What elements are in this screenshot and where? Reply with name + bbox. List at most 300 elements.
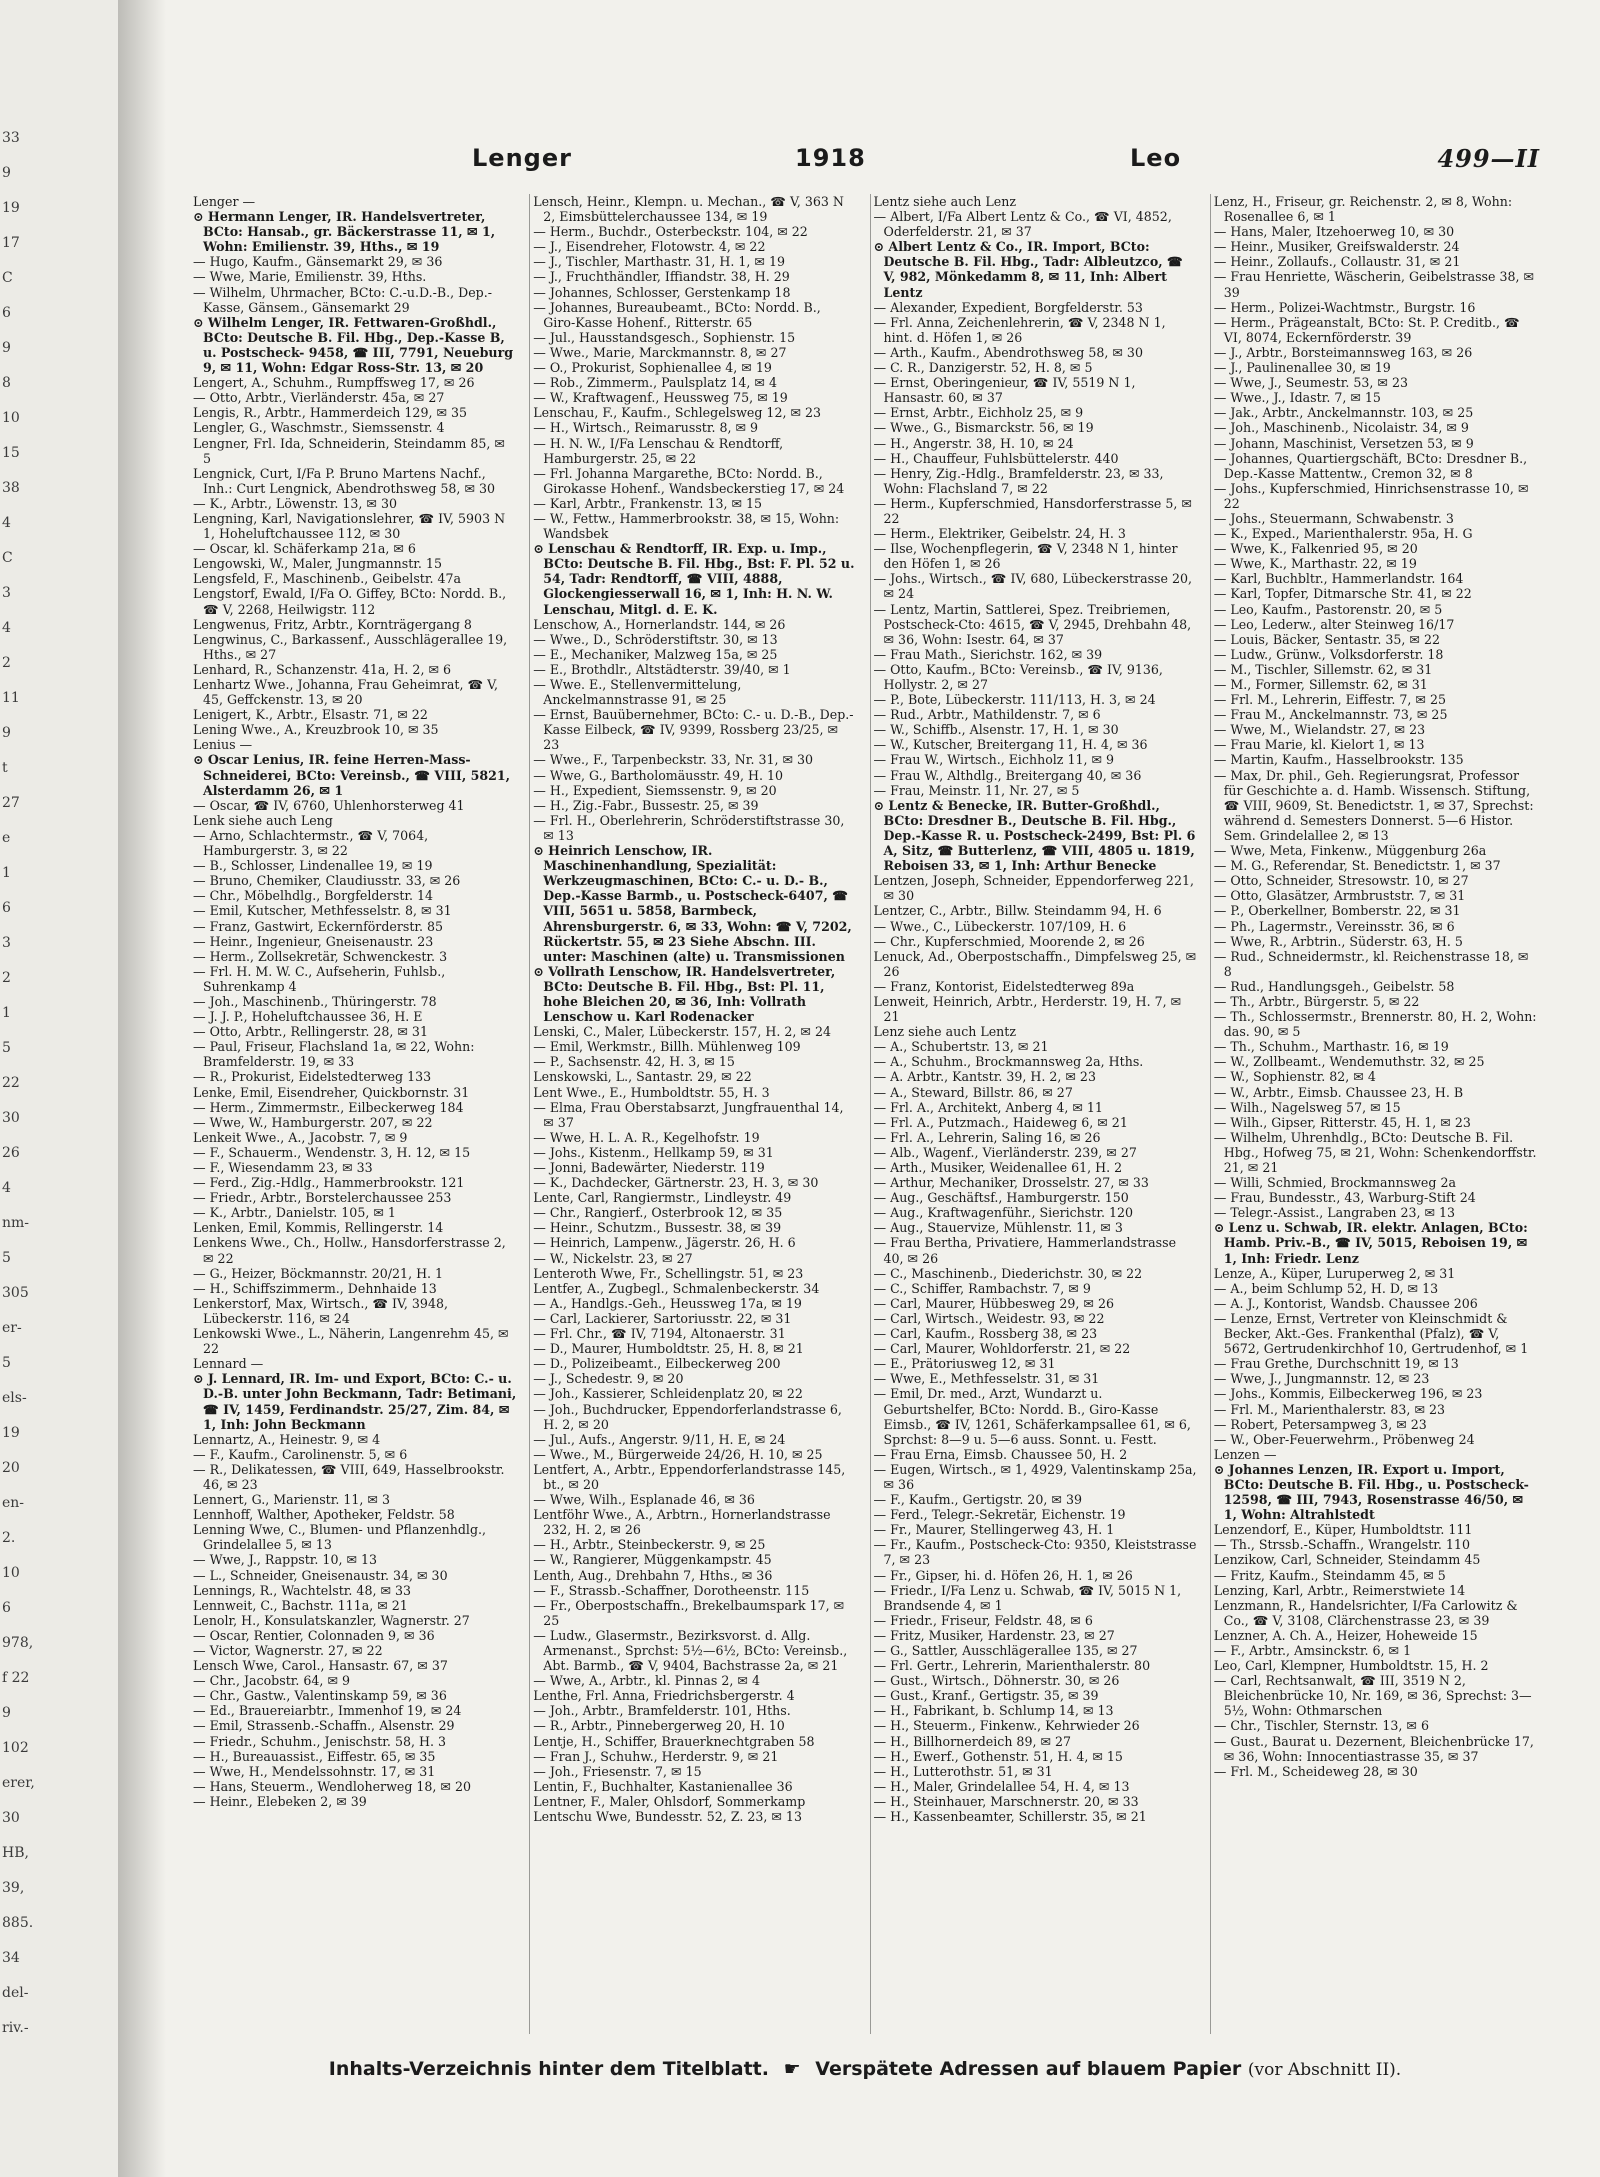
directory-entry: — Johs., Kupferschmied, Hinrichsenstrasse 10, ✉ 22 — [1213, 480, 1529, 511]
directory-entry: Lenteroth Wwe, Fr., Schellingstr. 51, ✉ 23 — [533, 1265, 804, 1281]
directory-entry: — Wwe., D., Schröderstiftstr. 30, ✉ 13 — [533, 631, 778, 647]
directory-entry: Lennings, R., Wachtelstr. 48, ✉ 33 — [193, 1582, 412, 1598]
directory-entry: — H., Steuerm., Finkenw., Kehrwieder 26 — [873, 1718, 1140, 1734]
directory-entry: — Johannes, Bureaubeamt., BCto: Nordd. B., Giro-Kasse Hohenf., Ritterstr. 65 — [533, 299, 821, 330]
directory-entry: Lengner, Frl. Ida, Schneiderin, Steindamm 85, ✉ 5 — [193, 435, 505, 466]
previous-page-fragment: 305 — [2, 1285, 29, 1301]
previous-page-fragment: 9 — [2, 725, 11, 741]
previous-page-fragment: 19 — [2, 1425, 20, 1441]
directory-entry: Lenius — — [193, 737, 253, 753]
directory-entry: — Fr., Gipser, hi. d. Höfen 26, H. 1, ✉ 26 — [873, 1567, 1133, 1583]
directory-entry: — Albert, I/Fa Albert Lentz & Co., ☎ VI, 4852, Oderfelderstr. 21, ✉ 37 — [873, 209, 1172, 240]
directory-entry: Lensch, Heinr., Klempn. u. Mechan., ☎ V, 363 N 2, Eimsbüttelerchaussee 134, ✉ 19 — [533, 194, 844, 225]
directory-entry: — Fr., Kaufm., Postscheck-Cto: 9350, Kleiststrasse 7, ✉ 23 — [873, 1537, 1197, 1568]
previous-page-fragment: 4 — [2, 620, 11, 636]
directory-entry: — G., Sattler, Ausschlägerallee 135, ✉ 27 — [873, 1643, 1138, 1658]
directory-entry: — Wilh., Gipser, Ritterstr. 45, H. 1, ✉ 23 — [1213, 1114, 1471, 1130]
directory-entry: — Willi, Schmied, Brockmannsweg 2a — [1213, 1175, 1456, 1191]
directory-entry: — Carl, Rechtsanwalt, ☎ III, 3519 N 2, Bleichenbrücke 10, Nr. 169, ✉ 36, Sprechst: 3—5½, Wohn: Othmarschen — [1213, 1673, 1532, 1719]
directory-entry: — Th., Schlossermstr., Brennerstr. 80, H. 2, Wohn: das. 90, ✉ 5 — [1213, 1009, 1537, 1040]
directory-entry: — Th., Strssb.-Schaffn., Wrangelstr. 110 — [1213, 1537, 1470, 1553]
directory-entry: Lentin, F., Buchhalter, Kastanienallee 36 — [533, 1778, 793, 1794]
directory-entry: — W., Arbtr., Eimsb. Chaussee 23, H. B — [1213, 1084, 1464, 1100]
directory-entry: — Frau Grethe, Durchschnitt 19, ✉ 13 — [1213, 1356, 1459, 1372]
directory-entry: — F., Strassb.-Schaffner, Dorotheenstr. 115 — [533, 1582, 810, 1598]
previous-page-fragment: er- — [2, 1320, 22, 1336]
directory-entry: Lente, Carl, Rangiermstr., Lindleystr. 49 — [533, 1190, 792, 1206]
directory-entry: — Hans, Maler, Itzehoerweg 10, ✉ 30 — [1213, 224, 1455, 240]
previous-page-fragment: 8 — [2, 375, 11, 391]
directory-entry: — Johs., Kommis, Eilbeckerweg 196, ✉ 23 — [1213, 1386, 1483, 1402]
directory-entry: — Franz, Gastwirt, Eckernförderstr. 85 — [193, 918, 444, 934]
directory-entry: — Johannes, Quartiergschäft, BCto: Dresdner B., Dep.-Kasse Mattentw., Cremon 32, ✉ 8 — [1213, 450, 1528, 481]
directory-entry: — Frau, Meinstr. 11, Nr. 27, ✉ 5 — [873, 782, 1080, 798]
directory-entry: — Wwe, Wilh., Esplanade 46, ✉ 36 — [533, 1492, 755, 1508]
previous-page-fragment: t — [2, 760, 8, 776]
directory-entry: — C., Maschinenb., Diederichstr. 30, ✉ 22 — [873, 1265, 1143, 1281]
directory-entry: — Chr., Kupferschmied, Moorende 2, ✉ 26 — [873, 933, 1145, 949]
previous-page-fragment: 22 — [2, 1075, 20, 1091]
previous-page-fragment: 30 — [2, 1810, 20, 1826]
directory-entry: — Th., Schuhm., Marthastr. 16, ✉ 19 — [1213, 1039, 1449, 1055]
directory-entry: — Frau W., Althdlg., Breitergang 40, ✉ 36 — [873, 767, 1142, 783]
directory-entry: Lennhoff, Walther, Apotheker, Feldstr. 58 — [193, 1507, 455, 1523]
directory-entry: — Leo, Lederw., alter Steinweg 16/17 — [1213, 616, 1455, 632]
directory-entry: Lenk siehe auch Leng — [193, 812, 333, 828]
directory-entry: — Paul, Friseur, Flachsland 1a, ✉ 22, Wohn: Bramfelderstr. 19, ✉ 33 — [193, 1039, 475, 1070]
directory-entry: Leo, Carl, Klempner, Humboldtstr. 15, H. 2 — [1213, 1658, 1489, 1674]
directory-entry: — Aug., Stauervize, Mühlenstr. 11, ✉ 3 — [873, 1220, 1123, 1236]
directory-entry: — Carl, Lackierer, Sartoriusstr. 22, ✉ 31 — [533, 1310, 792, 1326]
directory-entry: — Herm., Polizei-Wachtmstr., Burgstr. 16 — [1213, 299, 1476, 315]
directory-entry: ⊙ Hermann Lenger, IR. Handelsvertreter, BCto: Hansab., gr. Bäckerstrasse 11, ✉ 1, Wohn: Emilienstr. 39, Hths., ✉ 19 — [193, 209, 496, 255]
directory-entry: Lentzer, C., Arbtr., Billw. Steindamm 94, H. 6 — [873, 903, 1162, 919]
directory-entry: — Wwe, W., Hamburgerstr. 207, ✉ 22 — [193, 1114, 433, 1130]
directory-entry: Lentfer, A., Zugbegl., Schmalenbeckerstr. 34 — [533, 1280, 820, 1296]
directory-entry: — K., Arbtr., Danielstr. 105, ✉ 1 — [193, 1205, 396, 1221]
previous-page-fragment: 4 — [2, 515, 11, 531]
directory-entry: — A., Handlgs.-Geh., Heussweg 17a, ✉ 19 — [533, 1295, 802, 1311]
directory-entry: Lenkowski Wwe., L., Näherin, Langenrehm 45, ✉ 22 — [193, 1326, 509, 1357]
directory-entry: — Alexander, Expedient, Borgfelderstr. 53 — [873, 299, 1143, 315]
directory-entry: — Ferd., Telegr.-Sekretär, Eichenstr. 19 — [873, 1507, 1126, 1523]
directory-entry: — Chr., Jacobstr. 64, ✉ 9 — [193, 1673, 351, 1689]
directory-entry: — M., Tischler, Sillemstr. 62, ✉ 31 — [1213, 661, 1433, 677]
directory-entry: — Fritz, Kaufm., Steindamm 45, ✉ 5 — [1213, 1567, 1446, 1583]
directory-entry: Lengning, Karl, Navigationslehrer, ☎ IV, 5903 N 1, Hoheluftchaussee 112, ✉ 30 — [193, 510, 506, 542]
directory-entry: — E., Brothdlr., Altstädterstr. 39/40, ✉ 1 — [533, 661, 791, 677]
directory-entry: — Frau Math., Sierichstr. 162, ✉ 39 — [873, 646, 1103, 662]
directory-entry: ⊙ Oscar Lenius, IR. feine Herren-Mass-Schneiderei, BCto: Vereinsb., ☎ VIII, 5821, Alsterdamm 26, ✉ 1 — [193, 752, 511, 798]
directory-entry: — Fr., Maurer, Stellingerweg 43, H. 1 — [873, 1522, 1115, 1538]
page-number: 499—II — [1437, 144, 1540, 173]
previous-page-fragment: 6 — [2, 305, 11, 321]
previous-page-fragment: C — [2, 270, 13, 286]
directory-entry: — Karl, Topfer, Ditmarsche Str. 41, ✉ 22 — [1213, 586, 1472, 602]
directory-entry: — Max, Dr. phil., Geh. Regierungsrat, Professor für Geschichte a. d. Hamb. Wissensch. Stiftung, ☎ VIII, 9609, St. Benedictstr. 1, ✉ 37, Sprechst: während d. Semesters Donnerst. 5—6 Histor. Sem. Grindelallee 2, ✉ 13 — [1213, 767, 1534, 843]
previous-page-fragment: els- — [2, 1390, 27, 1406]
directory-entry: Lenkerstorf, Max, Wirtsch., ☎ IV, 3948, Lübeckerstr. 116, ✉ 24 — [193, 1295, 448, 1326]
directory-entry: — J., Schedestr. 9, ✉ 20 — [533, 1371, 684, 1387]
directory-entry: Lenken, Emil, Kommis, Rellingerstr. 14 — [193, 1220, 444, 1236]
directory-entry: — W., Zollbeamt., Wendemuthstr. 32, ✉ 25 — [1213, 1054, 1485, 1070]
directory-entry: — Jonni, Badewärter, Niederstr. 119 — [533, 1160, 765, 1175]
directory-entry: — P., Bote, Lübeckerstr. 111/113, H. 3, ✉ 24 — [873, 692, 1156, 708]
previous-page-fragment: 5 — [2, 1355, 11, 1371]
directory-entry: — Franz, Kontorist, Eidelstedterweg 89a — [873, 978, 1135, 994]
directory-entry: — Frl. M., Marienthalerstr. 83, ✉ 23 — [1213, 1401, 1446, 1417]
directory-entry: — Wwe., J., Idastr. 7, ✉ 15 — [1213, 390, 1381, 406]
directory-entry: Lenschow, A., Hornerlandstr. 144, ✉ 26 — [533, 616, 786, 632]
directory-entry: — Frl. H. M. W. C., Aufseherin, Fuhlsb., Suhrenkamp 4 — [193, 963, 446, 994]
directory-entry: Lenkens Wwe., Ch., Hollw., Hansdorferstrasse 2, ✉ 22 — [193, 1235, 506, 1266]
directory-entry: — P., Oberkellner, Bomberstr. 22, ✉ 31 — [1213, 903, 1461, 919]
previous-page-fragment: 1 — [2, 865, 11, 881]
directory-entry: — Otto, Arbtr., Vierländerstr. 45a, ✉ 27 — [193, 390, 445, 406]
directory-entry: — Bruno, Chemiker, Claudiusstr. 33, ✉ 26 — [193, 873, 461, 889]
directory-entry: — M. G., Referendar, St. Benedictstr. 1, ✉ 37 — [1213, 858, 1501, 874]
directory-entry: — C. R., Danzigerstr. 52, H. 8, ✉ 5 — [873, 360, 1093, 376]
previous-page-fragment: 10 — [2, 410, 20, 426]
directory-entry: — Otto, Glasätzer, Armbruststr. 7, ✉ 31 — [1213, 888, 1466, 904]
directory-entry: — A. J., Kontorist, Wandsb. Chaussee 206 — [1213, 1295, 1478, 1311]
previous-page-fragment: del- — [2, 1985, 29, 2001]
directory-entry: Lentschu Wwe, Bundesstr. 52, Z. 23, ✉ 13 — [533, 1809, 802, 1825]
footer-late-addresses-note: Verspätete Adressen auf blauem Papier — [815, 2058, 1242, 2080]
directory-entry: — Arth., Kaufm., Abendrothsweg 58, ✉ 30 — [873, 344, 1143, 360]
directory-entry: — H., Maler, Grindelallee 54, H. 4, ✉ 13 — [873, 1778, 1130, 1794]
directory-entry: Lentz siehe auch Lenz — [873, 194, 1016, 209]
directory-entry: Lengis, R., Arbtr., Hammerdeich 129, ✉ 35 — [193, 405, 468, 421]
directory-entry: — P., Sachsenstr. 42, H. 3, ✉ 15 — [533, 1054, 735, 1070]
directory-entry: — W., Fettw., Hammerbrookstr. 38, ✉ 15, Wohn: Wandsbek — [533, 510, 840, 542]
directory-entry: Lenhartz Wwe., Johanna, Frau Geheimrat, ☎ V, 45, Geffckenstr. 13, ✉ 20 — [193, 677, 499, 708]
directory-entry: — H., Expedient, Siemssenstr. 9, ✉ 20 — [533, 782, 777, 798]
directory-entry: Lengsfeld, F., Maschinenb., Geibelstr. 47a — [193, 571, 462, 587]
pointing-hand-icon: ☛ — [783, 2058, 801, 2080]
directory-entry: — W., Sophienstr. 82, ✉ 4 — [1213, 1069, 1376, 1085]
directory-entry: — D., Maurer, Humboldtstr. 25, H. 8, ✉ 21 — [533, 1341, 804, 1357]
directory-entry: — A. Arbtr., Kantstr. 39, H. 2, ✉ 23 — [873, 1069, 1096, 1085]
directory-entry: — F., Schauerm., Wendenstr. 3, H. 12, ✉ 15 — [193, 1144, 471, 1160]
directory-entry: — B., Schlosser, Lindenallee 19, ✉ 19 — [193, 858, 433, 874]
column-3 — [870, 194, 1200, 2034]
directory-entry: Lenzing, Karl, Arbtr., Reimerstwiete 14 — [1213, 1582, 1466, 1598]
directory-entry: — Ludw., Glasermstr., Bezirksvorst. d. Allg. Armenanst., Sprchst: 5½—6½, BCto: Vereinsb., Abt. Barmb., ☎ V, 9404, Bachstrasse 2a, ✉ 21 — [533, 1627, 848, 1674]
directory-entry: Lengnick, Curt, I/Fa P. Bruno Martens Nachf., Inh.: Curt Lengnick, Abendrothsweg 58, ✉ 30 — [193, 465, 496, 496]
directory-entry: — R., Delikatessen, ☎ VIII, 649, Hasselbrookstr. 46, ✉ 23 — [193, 1461, 505, 1492]
header-first-name: Lenger — [472, 144, 572, 172]
directory-entry: — Wwe, A., Arbtr., kl. Pinnas 2, ✉ 4 — [533, 1673, 760, 1689]
previous-page-fragment: 19 — [2, 200, 20, 216]
directory-entry: — Frau Henriette, Wäscherin, Geibelstrasse 38, ✉ 39 — [1213, 269, 1535, 300]
directory-entry: — Frl. Chr., ☎ IV, 7194, Altonaerstr. 31 — [533, 1326, 786, 1342]
previous-page-fragment: 11 — [2, 690, 20, 706]
directory-entry: — Wwe, Marie, Emilienstr. 39, Hths. — [193, 269, 427, 285]
directory-entry: — Louis, Bäcker, Sentastr. 35, ✉ 22 — [1213, 631, 1440, 647]
directory-entry: — W., Schiffb., Alsenstr. 17, H. 1, ✉ 30 — [873, 722, 1119, 738]
previous-page-fragment: 38 — [2, 480, 20, 496]
header-year: 1918 — [795, 144, 866, 172]
directory-entry: — Wwe, K., Falkenried 95, ✉ 20 — [1213, 541, 1418, 557]
directory-entry: Lenke, Emil, Eisendreher, Quickbornstr. 31 — [193, 1084, 470, 1100]
directory-entry: Lenz, H., Friseur, gr. Reichenstr. 2, ✉ 8, Wohn: Rosenallee 6, ✉ 1 — [1213, 194, 1513, 225]
directory-entry: — Arno, Schlachtermstr., ☎ V, 7064, Hamburgerstr. 3, ✉ 22 — [193, 827, 429, 859]
previous-page-fragment: 102 — [2, 1740, 29, 1756]
directory-entry: — Friedr., I/Fa Lenz u. Schwab, ☎ IV, 5015 N 1, Brandsende 4, ✉ 1 — [873, 1582, 1182, 1613]
directory-entry: — Carl, Wirtsch., Weidestr. 93, ✉ 22 — [873, 1310, 1105, 1326]
directory-entry: — Frl. A., Lehrerin, Saling 16, ✉ 26 — [873, 1129, 1101, 1145]
directory-entry: — H., Angerstr. 38, H. 10, ✉ 24 — [873, 435, 1074, 451]
directory-entry: — Ph., Lagermstr., Vereinsstr. 36, ✉ 6 — [1213, 918, 1455, 934]
directory-entry: ⊙ Lenschau & Rendtorff, IR. Exp. u. Imp., BCto: Deutsche B. Fil. Hbg., Bst: F. Pl. 52 u. 54, Tadr: Rendtorff, ☎ VIII, 4888, Glockengiesserwall 16, ✉ 1, Inh: H. N. W. Lenschau, Mitgl. d. E. K. — [533, 541, 855, 617]
directory-entry: Lengler, G., Waschmstr., Siemssenstr. 4 — [193, 420, 445, 436]
directory-entry: Lenuck, Ad., Oberpostschaffn., Dimpfelsweg 25, ✉ 26 — [873, 948, 1197, 979]
directory-entry: — Frau, Bundesstr., 43, Warburg-Stift 24 — [1213, 1190, 1476, 1206]
page-footer — [190, 2058, 1540, 2080]
directory-entry: — Leo, Kaufm., Pastorenstr. 20, ✉ 5 — [1213, 601, 1443, 617]
directory-entry: — Oscar, Rentier, Colonnaden 9, ✉ 36 — [193, 1627, 435, 1643]
directory-entry: — Wwe. E., Stellenvermittelung, Anckelmannstrasse 91, ✉ 25 — [533, 677, 742, 708]
directory-entry: — H., Chauffeur, Fuhlsbüttelerstr. 440 — [873, 450, 1119, 466]
directory-entry: — Wilhelm, Uhrenhdlg., BCto: Deutsche B. Fil. Hbg., Hofweg 75, ✉ 21, Wohn: Schenkendorffstr. 21, ✉ 21 — [1213, 1129, 1537, 1175]
directory-entry: Lenzendorf, E., Küper, Humboldtstr. 111 — [1213, 1522, 1473, 1538]
directory-entry: — D., Polizeibeamt., Eilbeckerweg 200 — [533, 1356, 781, 1372]
directory-entry: — Oscar, ☎ IV, 6760, Uhlenhorsterweg 41 — [193, 797, 465, 813]
previous-page-fragment: 39, — [2, 1880, 25, 1896]
directory-entry: Lentje, H., Schiffer, Brauerknechtgraben 58 — [533, 1733, 815, 1749]
directory-entry: — Ernst, Bauübernehmer, BCto: C.- u. D.-B., Dep.-Kasse Eilbeck, ☎ IV, 9399, Rossberg 23/25, ✉ 23 — [533, 707, 854, 753]
directory-entry: — Frl. H., Oberlehrerin, Schröderstiftstrasse 30, ✉ 13 — [533, 812, 845, 843]
directory-entry: — W., Ober-Feuerwehrm., Pröbenweg 24 — [1213, 1431, 1475, 1447]
directory-entry: — Carl, Kaufm., Rossberg 38, ✉ 23 — [873, 1326, 1098, 1342]
directory-entry: — Wwe, M., Wielandstr. 27, ✉ 23 — [1213, 722, 1426, 738]
previous-page-fragment: 9 — [2, 165, 11, 181]
directory-entry: ⊙ Lenz u. Schwab, IR. elektr. Anlagen, BCto: Hamb. Priv.-B., ☎ IV, 5015, Reboisen 19, ✉ 1, Inh: Friedr. Lenz — [1213, 1220, 1528, 1266]
previous-page-fragment: 15 — [2, 445, 20, 461]
previous-page-fragment: 978, — [2, 1635, 34, 1651]
directory-entry: — A., Schubertstr. 13, ✉ 21 — [873, 1039, 1049, 1055]
directory-entry: Lennard — — [193, 1356, 264, 1372]
directory-entry: — Emil, Werkmstr., Billh. Mühlenweg 109 — [533, 1039, 801, 1055]
previous-page-fragment: 6 — [2, 1600, 11, 1616]
directory-entry: — H., Lutterothstr. 51, ✉ 31 — [873, 1763, 1053, 1779]
directory-entry: — Alb., Wagenf., Vierländerstr. 239, ✉ 27 — [873, 1144, 1137, 1160]
previous-page-fragment: 20 — [2, 1460, 20, 1476]
directory-entry: — Frl. A., Architekt, Anberg 4, ✉ 11 — [873, 1099, 1103, 1115]
directory-entry: — Johann, Maschinist, Versetzen 53, ✉ 9 — [1213, 435, 1474, 451]
directory-entry: — Otto, Arbtr., Rellingerstr. 28, ✉ 31 — [193, 1024, 428, 1040]
directory-entry: — J., Fruchthändler, Iffiandstr. 38, H. 29 — [533, 269, 790, 285]
previous-page-fragment: 3 — [2, 585, 11, 601]
directory-entry: — F., Wiesendamm 23, ✉ 33 — [193, 1160, 373, 1175]
directory-entry: Lenzner, A. Ch. A., Heizer, Hoheweide 15 — [1213, 1627, 1478, 1643]
previous-page-fragment: 26 — [2, 1145, 20, 1161]
directory-entry: — Frl. Anna, Zeichenlehrerin, ☎ V, 2348 N 1, hint. d. Höfen 1, ✉ 26 — [873, 314, 1166, 345]
directory-entry: — Wwe, E., Methfesselstr. 31, ✉ 31 — [873, 1371, 1100, 1387]
directory-entry: — Arth., Musiker, Weidenallee 61, H. 2 — [873, 1160, 1123, 1175]
directory-entry: — Ed., Brauereiarbtr., Immenhof 19, ✉ 24 — [193, 1703, 462, 1719]
column-2 — [529, 194, 859, 2034]
directory-entry: — Gust., Wirtsch., Döhnerstr. 30, ✉ 26 — [873, 1673, 1120, 1689]
directory-entry: Lenolr, H., Konsulatskanzler, Wagnerstr. 27 — [193, 1612, 470, 1628]
directory-entry: — Carl, Maurer, Wohldorferstr. 21, ✉ 22 — [873, 1341, 1131, 1357]
directory-entry: — Wwe, H. L. A. R., Kegelhofstr. 19 — [533, 1129, 760, 1145]
previous-page-fragment: 885. — [2, 1915, 34, 1931]
directory-entry: Lengowski, W., Maler, Jungmannstr. 15 — [193, 556, 442, 572]
directory-entry: — H., Ewerf., Gothenstr. 51, H. 4, ✉ 15 — [873, 1748, 1123, 1764]
previous-page-fragment: 17 — [2, 235, 20, 251]
previous-page-fragment: 6 — [2, 900, 11, 916]
directory-entry: — H., Fabrikant, b. Schlump 14, ✉ 13 — [873, 1703, 1114, 1719]
directory-entry: ⊙ Albert Lentz & Co., IR. Import, BCto: Deutsche B. Fil. Hbg., Tadr: Albleutzco, ☎ V, 982, Mönkedamm 8, ✉ 11, Inh: Albert Lentz — [873, 239, 1183, 300]
directory-entry: Lenzen — — [1213, 1446, 1277, 1462]
previous-page-edge — [0, 0, 122, 2177]
directory-entry: — Joh., Maschinenb., Nicolaistr. 34, ✉ 9 — [1213, 420, 1469, 436]
directory-entry: — J., Eisendreher, Flotowstr. 4, ✉ 22 — [533, 239, 766, 255]
directory-entry: — R., Arbtr., Pinnebergerweg 20, H. 10 — [533, 1718, 785, 1734]
directory-entry: — Telegr.-Assist., Langraben 23, ✉ 13 — [1213, 1205, 1456, 1221]
previous-page-fragment: 1 — [2, 1005, 11, 1021]
previous-page-fragment: 10 — [2, 1565, 20, 1581]
directory-entry: — Ludw., Grünw., Volksdorferstr. 18 — [1213, 646, 1444, 662]
directory-entry: Lennartz, A., Heinestr. 9, ✉ 4 — [193, 1431, 381, 1447]
directory-entry: — H., Steinhauer, Marschnerstr. 20, ✉ 33 — [873, 1793, 1139, 1809]
directory-entry: — Aug., Geschäftsf., Hamburgerstr. 150 — [873, 1190, 1129, 1206]
previous-page-fragment: 5 — [2, 1040, 11, 1056]
previous-page-fragment: 2 — [2, 655, 11, 671]
directory-entry: — Victor, Wagnerstr. 27, ✉ 22 — [193, 1643, 383, 1658]
directory-entry: — Joh., Kassierer, Schleidenplatz 20, ✉ 22 — [533, 1386, 803, 1402]
previous-page-fragment: 3 — [2, 935, 11, 951]
footer-index-note: Inhalts-Verzeichnis hinter dem Titelblatt. — [328, 2058, 769, 2080]
directory-entry: — Joh., Friesenstr. 7, ✉ 15 — [533, 1763, 702, 1779]
directory-entry: — Frau W., Wirtsch., Eichholz 11, ✉ 9 — [873, 752, 1115, 768]
directory-entry: — Ilse, Wochenpflegerin, ☎ V, 2348 N 1, hinter den Höfen 1, ✉ 26 — [873, 541, 1178, 572]
directory-entry: — Heinr., Elebeken 2, ✉ 39 — [193, 1793, 367, 1809]
directory-entry: ⊙ J. Lennard, IR. Im- und Export, BCto: C.- u. D.-B. unter John Beckmann, Tadr: Betimani, ☎ IV, 1459, Ferdinandstr. 25/27, Zim. 84, ✉ 1, Inh: John Beckmann — [193, 1371, 517, 1432]
previous-page-fragment: 33 — [2, 130, 20, 146]
directory-entry: — Friedr., Arbtr., Borstelerchaussee 253 — [193, 1190, 452, 1206]
directory-entry: — Hans, Steuerm., Wendloherweg 18, ✉ 20 — [193, 1778, 471, 1794]
directory-entry: — Frl. M., Lehrerin, Eiffestr. 7, ✉ 25 — [1213, 692, 1446, 708]
directory-entry: — Hugo, Kaufm., Gänsemarkt 29, ✉ 36 — [193, 254, 443, 270]
directory-entry: — Johs., Kistenm., Hellkamp 59, ✉ 31 — [533, 1144, 774, 1160]
directory-entry: — Wwe, K., Marthastr. 22, ✉ 19 — [1213, 556, 1417, 572]
directory-entry: — Frl. Gertr., Lehrerin, Marienthalerstr. 80 — [873, 1658, 1151, 1674]
directory-entry: — Johannes, Schlosser, Gerstenkamp 18 — [533, 284, 791, 300]
directory-entry: — Eugen, Wirtsch., ✉ 1, 4929, Valentinskamp 25a, ✉ 36 — [873, 1461, 1197, 1492]
footer-section-note: (vor Abschnitt II). — [1247, 2060, 1402, 2080]
directory-entry: — Henry, Zig.-Hdlg., Bramfelderstr. 23, ✉ 33, Wohn: Flachsland 7, ✉ 22 — [873, 465, 1164, 496]
directory-entry: — Elma, Frau Oberstabsarzt, Jungfrauenthal 14, ✉ 37 — [533, 1099, 844, 1130]
directory-entry: — Otto, Kaufm., BCto: Vereinsb., ☎ IV, 9136, Hollystr. 2, ✉ 27 — [873, 661, 1163, 692]
directory-entry: Lenz siehe auch Lentz — [873, 1024, 1016, 1040]
directory-entry: — Heinr., Zollaufs., Collaustr. 31, ✉ 21 — [1213, 254, 1461, 270]
directory-entry: — Wwe, J., Jungmannstr. 12, ✉ 23 — [1213, 1371, 1430, 1387]
directory-entry: — J., Arbtr., Borsteimannsweg 163, ✉ 26 — [1213, 344, 1473, 360]
directory-entry: — Fr., Oberpostschaffn., Brekelbaumspark 17, ✉ 25 — [533, 1597, 845, 1628]
directory-entry: — K., Arbtr., Löwenstr. 13, ✉ 30 — [193, 495, 397, 511]
previous-page-fragment: 2. — [2, 1530, 16, 1546]
directory-entry: ⊙ Vollrath Lenschow, IR. Handelsvertreter, BCto: Deutsche B. Fil. Hbg., Bst: Pl. 11, hohe Bleichen 20, ✉ 36, Inh: Vollrath Lenschow u. Karl Rodenacker — [533, 963, 836, 1025]
directory-entry: Lensch Wwe, Carol., Hansastr. 67, ✉ 37 — [193, 1658, 448, 1674]
directory-entry: — Frau M., Anckelmannstr. 73, ✉ 25 — [1213, 707, 1448, 723]
directory-entry: — K., Dachdecker, Gärtnerstr. 23, H. 3, ✉ 30 — [533, 1175, 819, 1191]
previous-page-fragment: 34 — [2, 1950, 20, 1966]
directory-entry: — Rud., Schneidermstr., kl. Reichenstrasse 18, ✉ 8 — [1213, 948, 1529, 979]
directory-entry: Lenzikow, Carl, Schneider, Steindamm 45 — [1213, 1552, 1481, 1568]
directory-entry: — Frau Bertha, Privatiere, Hammerlandstrasse 40, ✉ 26 — [873, 1235, 1177, 1266]
directory-entry: — Arthur, Mechaniker, Drosselstr. 27, ✉ 33 — [873, 1175, 1149, 1191]
directory-entry: ⊙ Wilhelm Lenger, IR. Fettwaren-Großhdl., BCto: Deutsche B. Fil. Hbg., Dep.-Kasse B, u. Postscheck- 9458, ☎ III, 7791, Neueburg 9, ✉ 11, Wohn: Edgar Ross-Str. 13, ✉ 20 — [193, 314, 514, 376]
directory-entry: — Ferd., Zig.-Hdlg., Hammerbrookstr. 121 — [193, 1175, 465, 1191]
directory-entry: — Herm., Elektriker, Geibelstr. 24, H. 3 — [873, 526, 1126, 542]
directory-entry: — W., Kutscher, Breitergang 11, H. 4, ✉ 36 — [873, 737, 1148, 753]
directory-entry: — Friedr., Schuhm., Jenischstr. 58, H. 3 — [193, 1733, 446, 1749]
directory-entry: Lengstorf, Ewald, I/Fa O. Giffey, BCto: Nordd. B., ☎ V, 2268, Heilwigstr. 112 — [193, 586, 507, 617]
directory-entry: — Emil, Dr. med., Arzt, Wundarzt u. Geburtshelfer, BCto: Nordd. B., Giro-Kasse Eimsb., ☎ IV, 1261, Schäferkampsallee 61, ✉ 6, Sprchst: 8—9 u. 5—6 auss. Sonnt. u. Festt. — [873, 1386, 1191, 1447]
directory-entry: — H., Billhornerdeich 89, ✉ 27 — [873, 1733, 1072, 1749]
directory-entry: Lenzmann, R., Handelsrichter, I/Fa Carlowitz & Co., ☎ V, 3108, Clärchenstrasse 23, ✉ 39 — [1213, 1597, 1518, 1628]
directory-entry: Lenth, Aug., Drehbahn 7, Hths., ✉ 36 — [533, 1567, 773, 1583]
directory-entry: — Frl. Johanna Margarethe, BCto: Nordd. B., Girokasse Hohenf., Wandsbeckerstieg 17, ✉ 24 — [533, 465, 845, 496]
directory-entry: — H., Schiffszimmerm., Dehnhaide 13 — [193, 1280, 437, 1296]
directory-entry: ⊙ Johannes Lenzen, IR. Export u. Import, BCto: Deutsche B. Fil. Hbg., u. Postscheck-12598, ☎ III, 7943, Rosenstrasse 46/50, ✉ 1, Wohn: Altrahlstedt — [1213, 1461, 1529, 1523]
directory-entry: — Jul., Aufs., Angerstr. 9/11, H. E, ✉ 24 — [533, 1431, 786, 1447]
directory-entry: Lennert, G., Marienstr. 11, ✉ 3 — [193, 1492, 390, 1508]
directory-entry: — Otto, Schneider, Stresowstr. 10, ✉ 27 — [1213, 873, 1469, 889]
column-1 — [190, 194, 519, 2034]
directory-entry: — Heinr., Musiker, Greifswalderstr. 24 — [1213, 239, 1460, 255]
directory-entry: — Ernst, Oberingenieur, ☎ IV, 5519 N 1, Hansastr. 60, ✉ 37 — [873, 375, 1136, 406]
directory-entry: — Herm., Zollsekretär, Schwenckestr. 3 — [193, 948, 448, 964]
directory-entry: — Chr., Möbelhdlg., Borgfelderstr. 14 — [193, 888, 434, 904]
directory-entry: — Fran J., Schuhw., Herderstr. 9, ✉ 21 — [533, 1748, 779, 1764]
directory-entry: Lenskowski, L., Santastr. 29, ✉ 22 — [533, 1069, 752, 1085]
directory-entry: — Friedr., Friseur, Feldstr. 48, ✉ 6 — [873, 1612, 1093, 1628]
previous-page-fragment: HB, — [2, 1845, 29, 1861]
directory-entry: — E., Mechaniker, Malzweg 15a, ✉ 25 — [533, 646, 778, 662]
directory-entry: — Jak., Arbtr., Anckelmannstr. 103, ✉ 25 — [1213, 405, 1474, 421]
directory-entry: — Wwe, R., Arbtrin., Süderstr. 63, H. 5 — [1213, 933, 1463, 949]
directory-entry: — Emil, Strassenb.-Schaffn., Alsenstr. 29 — [193, 1718, 455, 1734]
directory-entry: — Aug., Kraftwagenführ., Sierichstr. 120 — [873, 1205, 1133, 1221]
directory-entry: Lenweit, Heinrich, Arbtr., Herderstr. 19, H. 7, ✉ 21 — [873, 993, 1182, 1025]
directory-entry: — Frau Marie, kl. Kielort 1, ✉ 13 — [1213, 737, 1425, 753]
previous-page-fragment: 4 — [2, 1180, 11, 1196]
directory-entry: — Herm., Zimmermstr., Eilbeckerweg 184 — [193, 1099, 464, 1115]
page-header — [190, 144, 1540, 184]
directory-entry: — Johs., Wirtsch., ☎ IV, 680, Lübeckerstrasse 20, ✉ 24 — [873, 571, 1192, 602]
directory-entry: — O., Prokurist, Sophienallee 4, ✉ 19 — [533, 360, 772, 376]
previous-page-fragment: 30 — [2, 1110, 20, 1126]
directory-entry: — Rob., Zimmerm., Paulsplatz 14, ✉ 4 — [533, 375, 777, 391]
directory-entry: — Jul., Hausstandsgesch., Sophienstr. 15 — [533, 329, 796, 345]
previous-page-fragment: 27 — [2, 795, 20, 811]
directory-entry: — H., Kassenbeamter, Schillerstr. 35, ✉ 21 — [873, 1809, 1147, 1825]
directory-entry: — H., Arbtr., Steinbeckerstr. 9, ✉ 25 — [533, 1537, 766, 1553]
directory-entry: — M., Former, Sillemstr. 62, ✉ 31 — [1213, 677, 1428, 692]
previous-page-fragment: 2 — [2, 970, 11, 986]
directory-entry: — W., Nickelstr. 23, ✉ 27 — [533, 1250, 693, 1266]
directory-entry: Lenze, A., Küper, Luruperweg 2, ✉ 31 — [1213, 1265, 1456, 1281]
column-4 — [1210, 194, 1540, 2034]
directory-columns — [190, 194, 1540, 2034]
directory-entry: — Wilh., Nagelsweg 57, ✉ 15 — [1213, 1099, 1401, 1115]
directory-entry: — Wwe, G., Bartholomäusstr. 49, H. 10 — [533, 767, 784, 783]
directory-entry: — Karl, Buchbltr., Hammerlandstr. 164 — [1213, 571, 1464, 587]
